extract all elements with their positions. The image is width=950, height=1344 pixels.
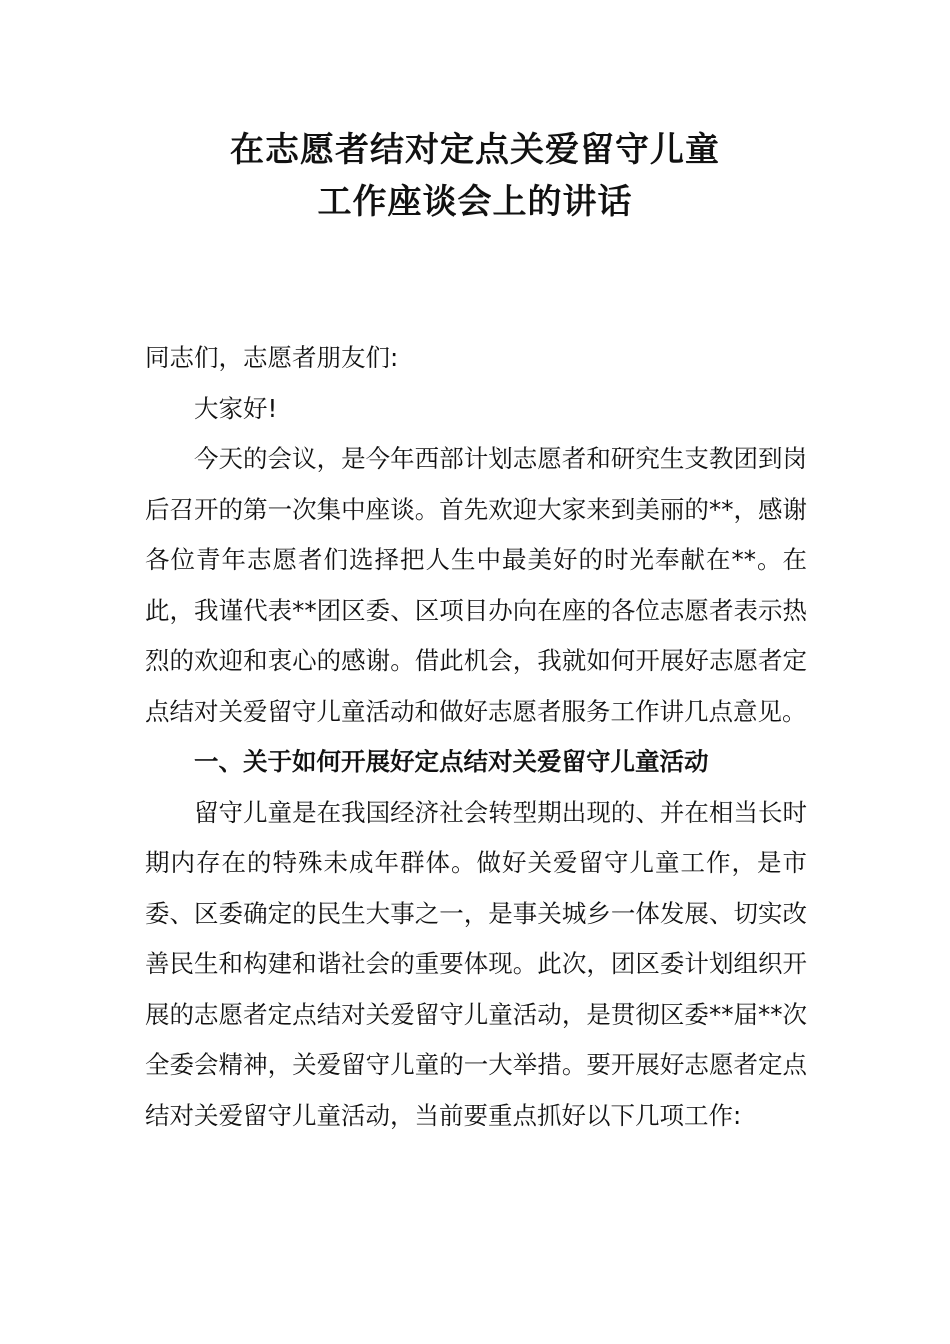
document-body [145, 333, 807, 1141]
paragraph-opening: 今天的会议，是今年西部计划志愿者和研究生支教团到岗后召开的第一次集中座谈。首先欢迎大家来到美丽的**，感谢各位青年志愿者们选择把人生中最美好的时光奉献在**。在此，我谨代表**团区委、区项目办向在座的各位志愿者表示热烈的欢迎和衷心的感谢。借此机会，我就如何开展好志愿者定点结对关爱留守儿童活动和做好志愿者服务工作讲几点意见。 [145, 444, 807, 726]
section-heading-1: 一、关于如何开展好定点结对关爱留守儿童活动 [194, 747, 709, 776]
salutation: 同志们，志愿者朋友们: [145, 343, 399, 372]
paragraph-left-behind-children: 留守儿童是在我国经济社会转型期出现的、并在相当长时期内存在的特殊未成年群体。做好关爱留守儿童工作，是市委、区委确定的民生大事之一，是事关城乡一体发展、切实改善民生和构建和谐社会的重要体现。此次，团区委计划组织开展的志愿者定点结对关爱留守儿童活动，是贯彻区委**届**次全委会精神，关爱留守儿童的一大举措。要开展好志愿者定点结对关爱留守儿童活动，当前要重点抓好以下几项工作: [145, 797, 807, 1130]
document-title-line-2: 工作座谈会上的讲话 [317, 182, 633, 222]
document-title-line-1: 在志愿者结对定点关爱留守儿童 [230, 130, 720, 170]
greeting: 大家好! [194, 393, 278, 423]
